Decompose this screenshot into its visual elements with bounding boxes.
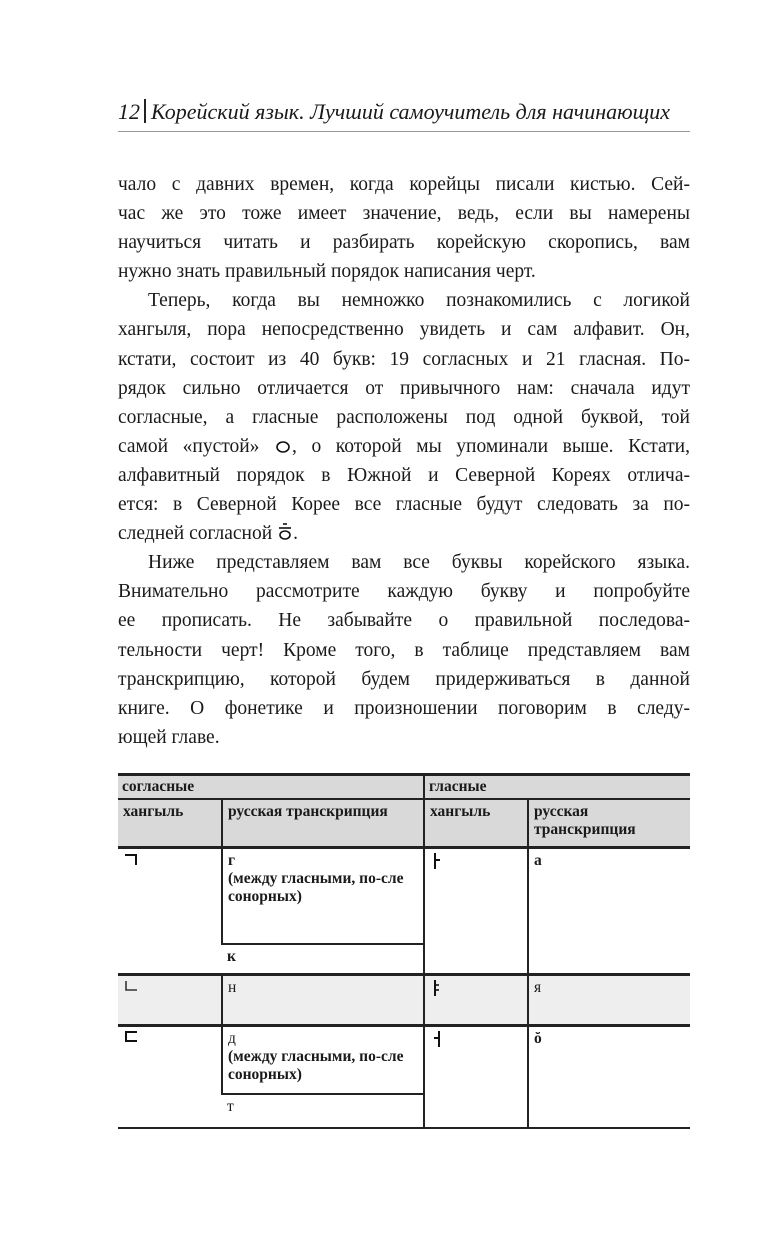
hangul-nieun-icon [123,979,139,993]
transcription-main: н [222,975,424,1026]
vowel-cell [424,1026,528,1129]
text-line: Ниже представляем вам все буквы корейского языка. [148,552,690,574]
hangul-a-icon [430,852,444,870]
text-line: час же это тоже имеет значение, ведь, если вы намерены [118,203,690,225]
hangul-ya-icon [430,979,444,997]
text-line: чало с давних времен, когда корейцы писали кистью. Сей- [118,174,690,195]
body-text [118,170,690,752]
text-line: ющей главе. [118,726,220,748]
consonant-cell [118,975,222,1026]
text-line: научиться читать и разбирать корейскую скоропись, вам [118,232,690,254]
text-line: ется: в Северной Корее все гласные будут следовать за по- [118,494,690,516]
text-line: Внимательно рассмотрите каждую букву и попробуйте [118,581,690,603]
consonant-cell [118,848,222,975]
hangul-hieut-icon [277,523,293,541]
text-line: рядок сильно отличается от привычного нам: сначала идут [118,377,690,399]
running-header [118,98,690,126]
transcription-note: (между гласными, по-сле сонорных) [228,870,404,905]
book-title: Корейский язык. Лучший самоучитель для начинающих [151,99,670,124]
text-fragment: , о которой мы упоминали выше. Кстати, [292,435,690,457]
vowel-transcription: я [528,975,690,1026]
transcription-alt: к [222,944,424,975]
table-row [118,848,690,945]
transcription-main: д [228,1030,236,1047]
hangul-ieung-icon [274,438,292,454]
transcription-note: (между гласными, по-сле сонорных) [228,1048,404,1083]
vowel-transcription: а [528,848,690,975]
col-hangul: хангыль [118,799,222,848]
text-line: тельности черт! Кроме того, в таблице представляем вам [118,639,690,661]
table-row [118,975,690,1026]
hangul-digeut-icon [123,1030,139,1044]
vowel-cell [424,975,528,1026]
table-column-header [118,799,690,848]
transcription-cell [222,848,424,945]
text-line: транскрипцию, которой будем придерживаться в данной [118,668,690,690]
text-line: кстати, состоит из 40 букв: 19 согласных и 21 гласная. По- [118,348,690,370]
text-fragment: следней согласной [118,523,273,545]
hangul-giyeok-icon [123,852,139,866]
page-number: 12 [118,99,140,124]
header-rule [118,131,690,132]
vowel-transcription: ŏ [528,1026,690,1129]
transcription-main: г [228,852,236,869]
col-transcription: русская транскрипция [222,799,424,848]
text-fragment: . [293,523,298,545]
text-line: нужно знать правильный порядок написания черт. [118,261,536,283]
col-hangul: хангыль [424,799,528,848]
header-divider [144,99,146,123]
group-vowels: гласные [424,775,690,800]
text-line: книге. О фонетике и произношении поговорим в следу- [118,697,690,719]
group-consonants: согласные [118,775,424,800]
text-fragment: самой «пустой» [118,435,260,457]
vowel-cell [424,848,528,975]
text-line: согласные, а гласные расположены под одной буквой, той [118,406,690,428]
text-line: Теперь, когда вы немножко познакомились с логикой [148,290,690,312]
text-line: ее прописать. Не забывайте о правильной последова- [118,610,690,632]
alphabet-table [118,773,690,1129]
table-group-header [118,775,690,800]
transcription-cell [222,1026,424,1095]
hangul-eo-icon [430,1030,444,1048]
consonant-cell [118,1026,222,1129]
col-transcription: русская транскрипция [528,799,690,848]
text-line [118,432,690,461]
text-line [118,519,690,548]
transcription-alt: т [222,1094,424,1128]
text-line: хангыля, пора непосредственно увидеть и сам алфавит. Он, [118,319,690,341]
text-line: алфавитный порядок в Южной и Северной Кореях отлича- [118,464,690,486]
table-row [118,1026,690,1095]
